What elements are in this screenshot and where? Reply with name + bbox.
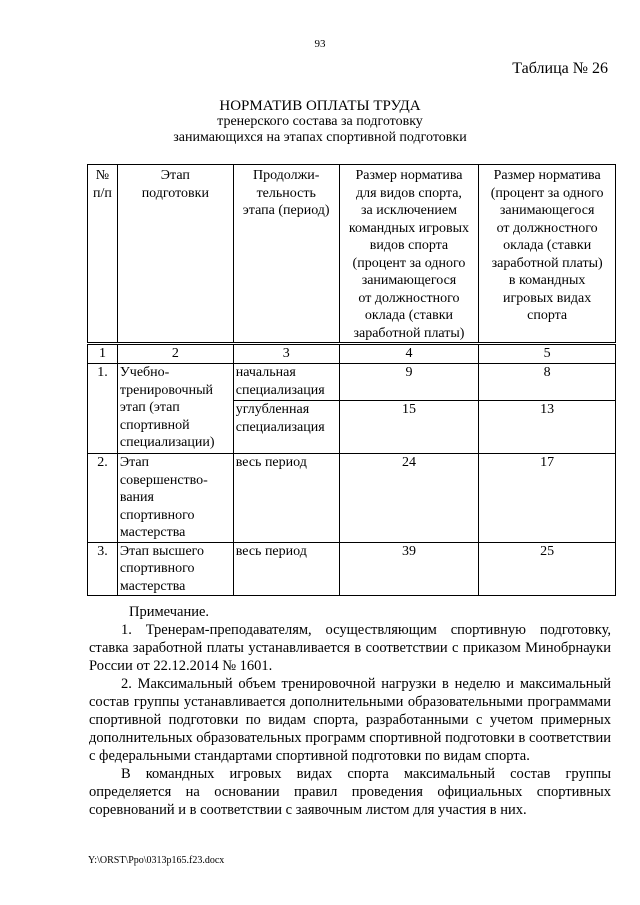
value-col-4: 9 [339,364,479,401]
stage-name: Этап высшего спортивного мастерства [117,542,233,596]
value-col-5: 17 [479,454,616,543]
stage-period: углубленная специализация [233,401,339,454]
value-col-5: 13 [479,401,616,454]
footer-file-path: Y:\ORST\Ppo\0313p165.f23.docx [88,855,225,866]
table-title [0,98,640,146]
value-col-5: 8 [479,364,616,401]
column-number: 3 [233,344,339,364]
notes-heading: Примечание. [129,604,210,620]
stage-period: весь период [233,454,339,543]
title-line-3: занимающихся на этапах спортивной подготовки [173,130,467,145]
column-number: 2 [117,344,233,364]
stage-name: Этап совершенство- вания спортивного мастерства [117,454,233,543]
row-number: 2. [88,454,118,543]
stage-name: Учебно- тренировочный этап (этап спортивной специализации) [117,364,233,454]
row-number: 1. [88,364,118,454]
value-col-4: 39 [339,542,479,596]
norm-table [87,164,616,596]
table-row [88,364,616,401]
notes-section [89,603,611,819]
value-col-4: 15 [339,401,479,454]
column-number-row [88,344,616,364]
row-number: 3. [88,542,118,596]
stage-period: начальная специализация [233,364,339,401]
table-label: Таблица № 26 [512,60,608,77]
table-row [88,454,616,543]
title-line-1: НОРМАТИВ ОПЛАТЫ ТРУДА [219,98,421,114]
header-col-5: Размер норматива (процент за одного занимающегося от должностного оклада (ставки заработной платы) в командных игровых видах спорта [479,165,616,344]
table-row [88,542,616,596]
note-paragraph-2: 2. Максимальный объем тренировочной нагрузки в неделю и максимальный состав группы устанавливается дополнительными образовательными программами спортивной подготовки по видам спорта, разработанными с учетом примерных дополнительных образовательных программ спортивной подготовки в соответствии с федеральными стандартами спортивной подготовки по видам спорта. [89,676,611,764]
column-number: 5 [479,344,616,364]
header-col-3: Продолжи- тельность этапа (период) [233,165,339,344]
column-number: 4 [339,344,479,364]
column-number: 1 [88,344,118,364]
page-number: 93 [314,38,326,50]
header-col-2: Этап подготовки [117,165,233,344]
note-paragraph-1: 1. Тренерам-преподавателям, осуществляющим спортивную подготовку, ставка заработной платы устанавливается в соответствии с приказом Минобрнауки России от 22.12.2014 № 1601. [89,622,611,674]
table-header-row [88,165,616,344]
title-line-2: тренерского состава за подготовку [217,114,423,129]
header-col-1: № п/п [88,165,118,344]
value-col-4: 24 [339,454,479,543]
header-col-4: Размер норматива для видов спорта, за исключением командных игровых видов спорта (процент за одного занимающегося от должностного оклада (ставки заработной платы) [339,165,479,344]
value-col-5: 25 [479,542,616,596]
note-paragraph-3: В командных игровых видах спорта максимальный состав группы определяется на основании правил проведения официальных спортивных соревнований и в соответствии с заявочным листом для участия в них. [89,766,611,818]
stage-period: весь период [233,542,339,596]
